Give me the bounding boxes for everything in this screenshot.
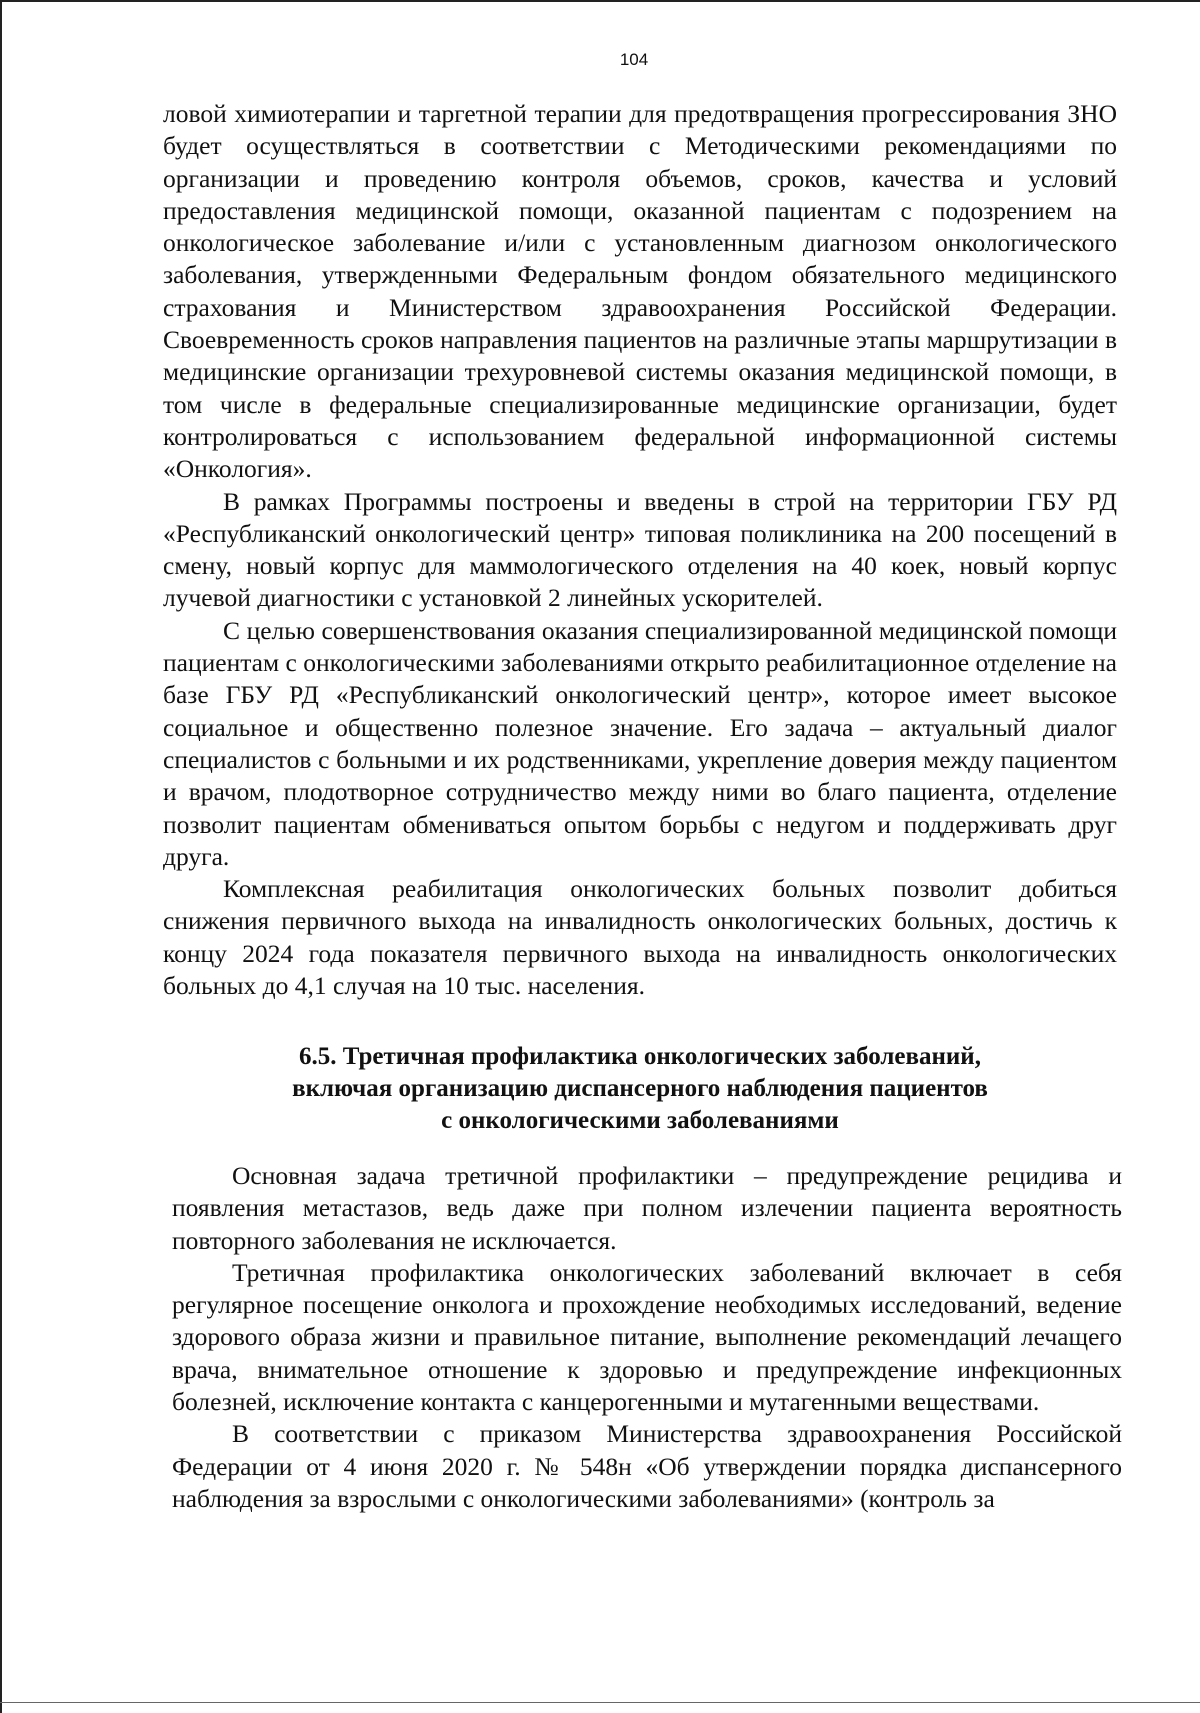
section-heading-line: с онкологическими заболеваниями bbox=[441, 1107, 839, 1134]
scan-border-left bbox=[0, 0, 2, 1713]
section-heading-line: 6.5. Третичная профилактика онкологических заболеваний, bbox=[299, 1043, 981, 1070]
paragraph: ловой химиотерапии и таргетной терапии для предотвращения прогрессирования ЗНО будет осуществляться в соответствии с Методическими рекомендациями по организации и проведению контроля объемов, сроков, качества и условий предоставления медицинской помощи, оказанной пациентам с подозрением на онкологическое заболевание и/или с установленным диагнозом онкологического заболевания, утвержденными Федеральным фондом обязательного медицинского страхования и Министерством здравоохранения Российской Федерации. Своевременность сроков направления пациентов на различные этапы маршрутизации в медицинские организации трехуровневой системы оказания медицинской помощи, в том числе в федеральные специализированные медицинские организации, будет контролироваться с использованием федеральной информационной системы «Онкология». bbox=[163, 99, 1117, 484]
body-text-after-heading bbox=[172, 1160, 1122, 1515]
scan-border-bottom bbox=[0, 1702, 1200, 1703]
section-heading-line: включая организацию диспансерного наблюдения пациентов bbox=[292, 1075, 988, 1102]
paragraph: Основная задача третичной профилактики – предупреждение рецидива и появления метастазов, ведь даже при полном излечении пациента вероятность повторного заболевания не исключается. bbox=[172, 1161, 1122, 1255]
paragraph: Комплексная реабилитация онкологических больных позволит добиться снижения первичного выхода на инвалидность онкологических больных, достичь к концу 2024 года показателя первичного выхода на инвалидность онкологических больных до 4,1 случая на 10 тыс. населения. bbox=[163, 874, 1117, 1001]
body-text-before-heading bbox=[163, 98, 1117, 1002]
scan-border-top bbox=[0, 0, 1200, 2]
paragraph: В рамках Программы построены и введены в строй на территории ГБУ РД «Республиканский онкологический центр» типовая поликлиника на 200 посещений в смену, новый корпус для маммологического отделения на 40 коек, новый корпус лучевой диагностики с установкой 2 линейных ускорителей. bbox=[163, 486, 1117, 613]
paragraph: С целью совершенствования оказания специализированной медицинской помощи пациентам с онкологическими заболеваниями открыто реабилитационное отделение на базе ГБУ РД «Республиканский онкологический центр», которое имеет высокое социальное и общественно полезное значение. Его задача – актуальный диалог специалистов с больными и их родственниками, укрепление доверия между пациентом и врачом, плодотворное сотрудничество между ними во благо пациента, отделение позволит пациентам обмениваться опытом борьбы с недугом и поддерживать друг друга. bbox=[163, 615, 1117, 871]
page-number: 104 bbox=[619, 50, 649, 69]
paragraph: Третичная профилактика онкологических заболеваний включает в себя регулярное посещение онколога и прохождение необходимых исследований, ведение здорового образа жизни и правильное питание, выполнение рекомендаций лечащего врача, внимательное отношение к здоровью и предупреждение инфекционных болезней, исключение контакта с канцерогенными и мутагенными веществами. bbox=[172, 1257, 1122, 1417]
paragraph: В соответствии с приказом Министерства здравоохранения Российской Федерации от 4 июня 2020 г. № 548н «Об утверждении порядка диспансерного наблюдения за взрослыми с онкологическими заболеваниями» (контроль за bbox=[172, 1419, 1122, 1513]
section-heading bbox=[150, 1041, 1130, 1137]
